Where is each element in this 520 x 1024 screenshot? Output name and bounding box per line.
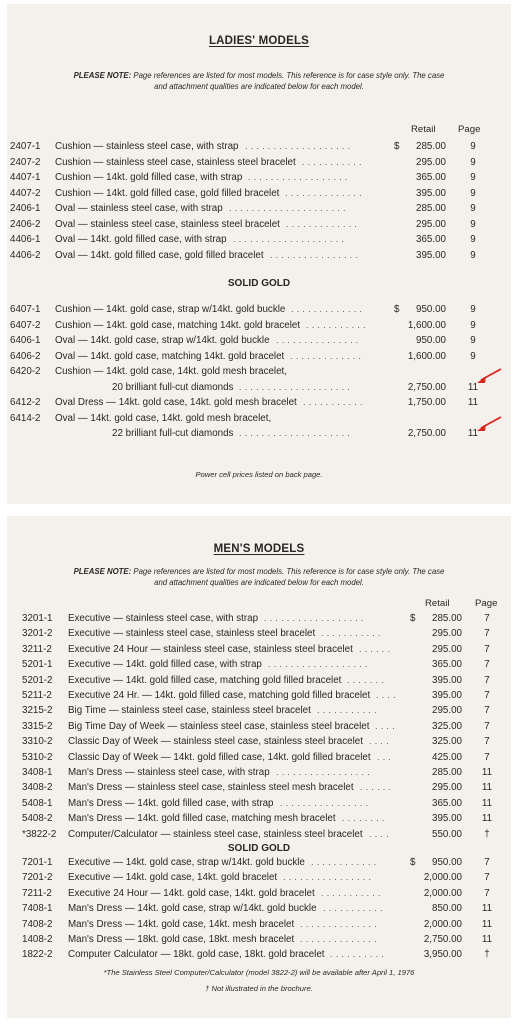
retail-price: 2,000.00 (423, 887, 462, 899)
price-row (10, 250, 500, 262)
model-description: Oval — 14kt. gold filled case, gold filled bracelet (55, 249, 264, 261)
page-reference: 9 (470, 304, 476, 315)
price-row (10, 203, 500, 215)
retail-price: 395.00 (416, 249, 446, 261)
page-reference: 11 (481, 797, 493, 809)
retail-price: 285.00 (416, 203, 446, 214)
model-number: 7408-1 (22, 903, 53, 915)
model-description: 22 brilliant full-cut diamonds (112, 428, 234, 439)
model-number: 7201-2 (22, 872, 53, 884)
model-number: 2406-1 (10, 203, 41, 214)
model-number: 6407-2 (10, 319, 41, 331)
price-row (10, 320, 500, 332)
leader-dots: ... (377, 751, 395, 762)
mens-note-line1: Page references are listed for most models. This reference is for case style only. The case (131, 567, 445, 576)
page-reference: 11 (481, 903, 493, 915)
leader-dots: ............. (286, 218, 361, 229)
page-reference: 7 (484, 613, 490, 624)
retail-price: 365.00 (432, 797, 462, 809)
retail-price: 395.00 (432, 813, 462, 825)
retail-price: 285.00 (416, 141, 446, 152)
retail-price: 295.00 (432, 643, 462, 655)
model-description: Executive 24 Hour — 14kt. gold case, 14kt. gold bracelet (68, 887, 315, 899)
model-number: 2407-1 (10, 141, 41, 152)
model-number: 6407-1 (10, 304, 41, 315)
page-reference: 9 (470, 335, 476, 346)
retail-price: 295.00 (432, 628, 462, 640)
price-row (22, 872, 507, 884)
mens-title: MEN'S MODELS (213, 543, 305, 555)
leader-dots: .... (369, 736, 392, 747)
price-row (10, 397, 500, 409)
price-row (10, 366, 500, 378)
retail-price: 950.00 (416, 304, 446, 315)
mens-footnote-not-illustrated: † Not illustrated in the brochure. (205, 984, 313, 993)
leader-dots: ................ (283, 872, 375, 883)
price-row (22, 613, 507, 625)
model-description: Man's Dress — 18kt. gold case, 18kt. mesh bracelet (68, 934, 295, 945)
price-row (10, 234, 500, 246)
model-number: 5201-2 (22, 674, 53, 686)
page-reference: 7 (484, 872, 490, 884)
model-description: Cushion — 14kt. gold filled case, with strap (55, 172, 243, 183)
price-row (10, 382, 500, 394)
model-number: 1822-2 (22, 949, 53, 961)
model-description: Man's Dress — stainless steel case, stainless steel mesh bracelet (68, 782, 354, 794)
model-description: Executive — 14kt. gold filled case, with strap (68, 659, 262, 671)
page-reference: 7 (484, 887, 490, 899)
model-description: Executive — 14kt. gold case, 14kt. gold bracelet (68, 872, 278, 884)
retail-price: 365.00 (416, 172, 446, 183)
leader-dots: ............. (290, 350, 365, 361)
model-description: Oval — 14kt. gold case, strap w/14kt. gold buckle (55, 335, 270, 346)
retail-price: 2,750.00 (407, 381, 446, 393)
price-row (10, 219, 500, 231)
model-description: 20 brilliant full-cut diamonds (112, 381, 234, 393)
ladies-note (7, 70, 511, 92)
price-row (10, 351, 500, 363)
leader-dots: ................ (280, 797, 372, 808)
leader-dots: ........... (302, 156, 365, 167)
retail-price: 295.00 (416, 156, 446, 168)
retail-price: 2,000.00 (423, 918, 462, 930)
price-row (22, 857, 507, 869)
model-description: Executive — 14kt. gold case, strap w/14kt. gold buckle (68, 857, 305, 868)
page-reference: 9 (470, 218, 476, 230)
dollar-sign: $ (410, 857, 416, 868)
page-reference: 7 (484, 690, 490, 701)
leader-dots: ........... (317, 705, 380, 716)
model-number: 4407-1 (10, 172, 41, 183)
model-description: Computer Calculator — 18kt. gold case, 18kt. gold bracelet (68, 949, 325, 961)
ladies-footer-note: Power cell prices listed on back page. (195, 470, 323, 479)
leader-dots: .... (375, 720, 398, 731)
price-row (22, 721, 507, 733)
price-row (22, 705, 507, 717)
model-number: 3408-1 (22, 767, 53, 778)
model-number: 6406-2 (10, 350, 41, 362)
price-row (22, 903, 507, 915)
model-description: Cushion — 14kt. gold case, strap w/14kt. gold buckle (55, 304, 286, 315)
retail-price: 395.00 (432, 674, 462, 686)
page-reference: 7 (484, 736, 490, 748)
price-row (22, 736, 507, 748)
leader-dots: ........... (323, 903, 386, 914)
leader-dots: .................. (268, 659, 371, 670)
model-number: 7408-2 (22, 918, 53, 930)
retail-price: 950.00 (416, 335, 446, 346)
model-number: 2406-2 (10, 218, 41, 230)
price-row (10, 157, 500, 169)
leader-dots: ................... (245, 141, 354, 151)
page-reference: 11 (467, 381, 479, 393)
retail-price: 3,950.00 (423, 949, 462, 961)
price-row (22, 644, 507, 656)
model-description: Executive 24 Hour — stainless steel case, stainless steel bracelet (68, 643, 353, 655)
mens-solid-gold-heading: SOLID GOLD (227, 843, 291, 854)
model-number: 5201-1 (22, 659, 53, 671)
price-row (22, 888, 507, 900)
retail-price: 295.00 (432, 782, 462, 794)
page-reference: 7 (484, 751, 490, 763)
price-row (22, 690, 507, 702)
mens-footnote-availability: *The Stainless Steel Computer/Calculator (model 3822-2) will be available after April 1, 1976 (103, 968, 415, 977)
page-reference: 11 (481, 934, 493, 945)
price-row (10, 428, 500, 440)
retail-price: 365.00 (416, 234, 446, 245)
price-row (10, 141, 500, 153)
model-description: Executive — 14kt. gold filled case, matching gold filled bracelet (68, 674, 342, 686)
retail-price: 2,750.00 (407, 428, 446, 439)
model-number: 7211-2 (22, 887, 52, 899)
mens-note-label: PLEASE NOTE: (73, 567, 132, 576)
retail-price: 1,600.00 (407, 350, 446, 362)
leader-dots: .............. (285, 187, 365, 198)
leader-dots: ....... (347, 674, 387, 685)
price-row (22, 829, 507, 841)
price-row (22, 628, 507, 640)
model-number: 4407-2 (10, 187, 41, 199)
retail-price: 1,600.00 (407, 319, 446, 331)
model-description: Man's Dress — 14kt. gold case, 14kt. mesh bracelet (68, 918, 295, 930)
model-description: Oval — stainless steel case, with strap (55, 203, 223, 214)
leader-dots: .................... (239, 428, 354, 438)
price-row (10, 335, 500, 347)
leader-dots: ........ (342, 813, 388, 824)
retail-price: 325.00 (432, 736, 462, 748)
page-reference: 7 (484, 628, 490, 640)
retail-price: 365.00 (432, 659, 462, 671)
model-description: Cushion — 14kt. gold filled case, gold filled bracelet (55, 187, 280, 199)
page-reference: 7 (484, 659, 490, 671)
model-number: 3310-2 (22, 736, 53, 748)
leader-dots: .... (376, 690, 399, 700)
model-number: 5408-1 (22, 797, 53, 809)
leader-dots: ............... (276, 335, 362, 345)
model-number: 5408-2 (22, 813, 53, 825)
leader-dots: .............. (300, 918, 380, 929)
red-arrow-icon (475, 414, 503, 434)
page-reference: 9 (470, 141, 476, 152)
page-reference: 11 (481, 813, 493, 825)
retail-price: 395.00 (416, 187, 446, 199)
model-number: 2407-2 (10, 156, 41, 168)
page-reference: 9 (470, 350, 476, 362)
page-reference: † (484, 949, 490, 961)
model-number: 7201-1 (22, 857, 53, 868)
leader-dots: ................. (276, 767, 373, 777)
model-number: 3211-2 (22, 643, 52, 655)
page-reference: 7 (484, 643, 490, 655)
price-row (22, 752, 507, 764)
model-number: 3408-2 (22, 782, 53, 794)
model-description: Executive — stainless steel case, with strap (68, 613, 259, 624)
model-description: Man's Dress — 14kt. gold case, strap w/14kt. gold buckle (68, 903, 317, 915)
retail-price: 395.00 (432, 690, 462, 701)
model-number: 5310-2 (22, 751, 53, 763)
model-description: Man's Dress — 14kt. gold filled case, matching mesh bracelet (68, 813, 336, 825)
leader-dots: .................... (239, 381, 354, 392)
model-description: Man's Dress — stainless steel case, with strap (68, 767, 270, 778)
leader-dots: ........... (321, 628, 384, 639)
model-description: Classic Day of Week — stainless steel case, stainless steel bracelet (68, 736, 363, 748)
model-number: 6412-2 (10, 397, 41, 408)
leader-dots: .................... (233, 234, 348, 244)
mens-page-header: Page (475, 598, 498, 609)
price-row (22, 934, 507, 946)
retail-price: 1,750.00 (407, 397, 446, 408)
price-row (22, 813, 507, 825)
model-description: Cushion — 14kt. gold case, 14kt. gold mesh bracelet, (55, 366, 287, 377)
page-reference: 9 (470, 249, 476, 261)
price-row (22, 675, 507, 687)
retail-price: 425.00 (432, 751, 462, 763)
page-reference: 11 (467, 397, 479, 408)
page-reference: 7 (484, 857, 490, 868)
page-reference: 11 (467, 428, 479, 439)
ladies-note-line1: Page references are listed for most models. This reference is for case style only. The case (131, 71, 445, 80)
mens-retail-header: Retail (425, 598, 450, 609)
model-number: 6406-1 (10, 335, 41, 346)
model-description: Oval — 14kt. gold case, 14kt. gold mesh bracelet, (55, 412, 272, 424)
page-reference: 7 (484, 720, 490, 732)
model-description: Computer/Calculator — stainless steel case, stainless steel bracelet (68, 828, 363, 840)
ladies-title: LADIES' MODELS (208, 35, 310, 47)
page-reference: 11 (481, 782, 493, 794)
retail-price: 850.00 (432, 903, 462, 915)
model-description: Oval — 14kt. gold filled case, with strap (55, 234, 227, 245)
model-number: 6414-2 (10, 412, 41, 424)
price-row (10, 172, 500, 184)
mens-models-sheet (7, 516, 511, 1018)
model-description: Cushion — 14kt. gold case, matching 14kt. gold bracelet (55, 319, 301, 331)
ladies-note-line2: and attachment qualities are indicated below for each model. (154, 82, 364, 91)
leader-dots: .......... (330, 949, 388, 960)
retail-price: 295.00 (416, 218, 446, 230)
model-description: Cushion — stainless steel case, with strap (55, 141, 239, 152)
price-row (10, 188, 500, 200)
price-row (22, 949, 507, 961)
model-description: Classic Day of Week — 14kt. gold filled case, 14kt. gold filled bracelet (68, 751, 371, 763)
page-reference: 9 (470, 187, 476, 199)
page-reference: 11 (481, 918, 493, 930)
ladies-models-sheet (7, 4, 511, 504)
model-description: Big Time — stainless steel case, stainless steel bracelet (68, 705, 311, 717)
model-description: Oval — 14kt. gold case, matching 14kt. gold bracelet (55, 350, 285, 362)
leader-dots: ...... (359, 643, 394, 654)
model-description: Cushion — stainless steel case, stainless steel bracelet (55, 156, 296, 168)
retail-price: 550.00 (432, 828, 462, 840)
model-description: Big Time Day of Week — stainless steel case, stainless steel bracelet (68, 720, 370, 732)
leader-dots: .................. (264, 613, 367, 623)
model-number: 6420-2 (10, 366, 41, 377)
ladies-solid-gold-heading: SOLID GOLD (227, 278, 291, 289)
mens-note (7, 566, 511, 588)
model-number: 1408-2 (22, 934, 53, 945)
leader-dots: ...... (360, 782, 395, 793)
page-reference: 7 (484, 705, 490, 717)
model-description: Oval — stainless steel case, stainless steel bracelet (55, 218, 280, 230)
dollar-sign: $ (410, 613, 416, 624)
leader-dots: ............. (291, 304, 366, 314)
red-arrow-icon (475, 366, 503, 386)
leader-dots: ........... (303, 397, 366, 407)
ladies-retail-header: Retail (411, 124, 436, 135)
leader-dots: ..................... (229, 203, 349, 213)
leader-dots: ................ (270, 249, 362, 260)
page-reference: † (484, 828, 490, 840)
model-description: Man's Dress — 14kt. gold filled case, with strap (68, 797, 274, 809)
model-description: Oval Dress — 14kt. gold case, 14kt. gold mesh bracelet (55, 397, 297, 408)
price-row (22, 659, 507, 671)
retail-price: 285.00 (432, 613, 462, 624)
page-reference: 9 (470, 156, 476, 168)
page-reference: 7 (484, 674, 490, 686)
price-row (22, 919, 507, 931)
price-row (10, 413, 500, 425)
model-description: Executive 24 Hr. — 14kt. gold filled case, matching gold filled bracelet (68, 690, 371, 701)
page-reference: 9 (470, 203, 476, 214)
dollar-sign: $ (394, 141, 400, 152)
leader-dots: ........... (321, 887, 384, 898)
model-number: 3201-2 (22, 628, 53, 640)
leader-dots: ............ (311, 857, 380, 867)
ladies-page-header: Page (458, 124, 481, 135)
retail-price: 295.00 (432, 705, 462, 717)
model-number: 3215-2 (22, 705, 53, 717)
page-reference: 11 (481, 767, 493, 778)
retail-price: 325.00 (432, 720, 462, 732)
model-number: *3822-2 (22, 828, 57, 840)
model-number: 3201-1 (22, 613, 53, 624)
retail-price: 2,750.00 (423, 934, 462, 945)
model-description: Executive — stainless steel case, stainless steel bracelet (68, 628, 316, 640)
page-reference: 9 (470, 319, 476, 331)
model-number: 5211-2 (22, 690, 52, 701)
price-row (22, 782, 507, 794)
page-reference: 9 (470, 172, 476, 183)
price-row (22, 767, 507, 779)
retail-price: 2,000.00 (423, 872, 462, 884)
leader-dots: .................. (248, 172, 351, 182)
leader-dots: .............. (300, 934, 380, 944)
retail-price: 285.00 (432, 767, 462, 778)
retail-price: 950.00 (432, 857, 462, 868)
dollar-sign: $ (394, 304, 400, 315)
leader-dots: .... (369, 828, 392, 839)
model-number: 4406-2 (10, 249, 41, 261)
page-reference: 9 (470, 234, 476, 245)
model-number: 4406-1 (10, 234, 41, 245)
ladies-note-label: PLEASE NOTE: (73, 71, 132, 80)
leader-dots: ........... (306, 319, 369, 330)
mens-note-line2: and attachment qualities are indicated below for each model. (154, 578, 364, 587)
model-number: 3315-2 (22, 720, 53, 732)
price-row (22, 798, 507, 810)
price-row (10, 304, 500, 316)
